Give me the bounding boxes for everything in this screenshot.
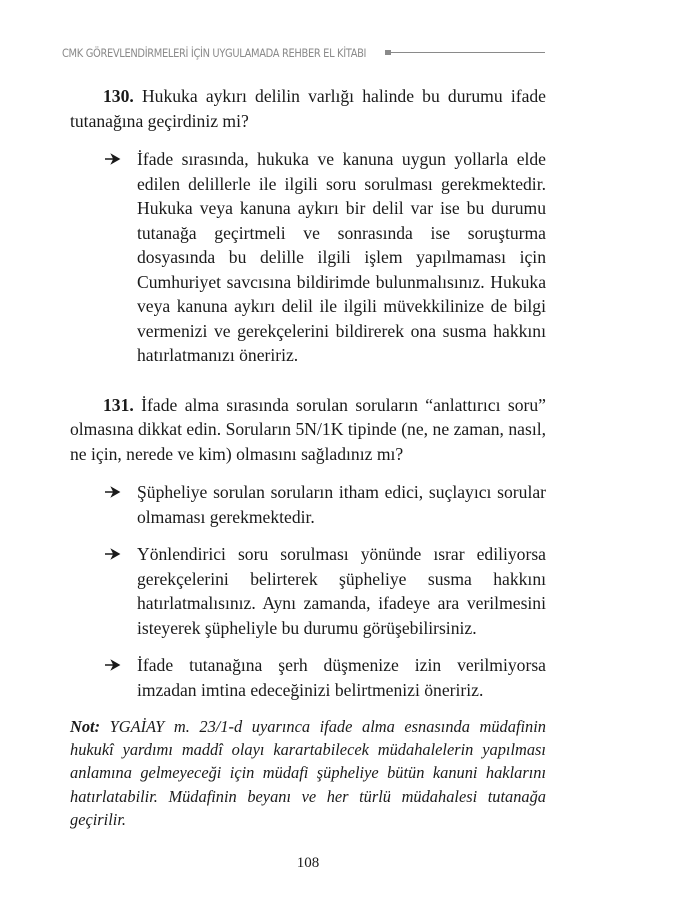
list-item — [70, 147, 546, 368]
arrow-right-icon — [104, 147, 122, 171]
question-131 — [70, 393, 546, 467]
note-text: YGAİAY m. 23/1-d uyarınca ifade alma esnasında müdafinin hukukî yardımı maddî olayı karartabilecek müdahalelerin yapılması anlamına gelmeyeceği için müdafi şüpheliye bütün kanuni haklarını hatırlatabilir. Müdafinin beyanı ve her türlü müdahalesi tutanağa geçirilir. — [70, 717, 546, 829]
page-content — [70, 84, 546, 847]
question-number: 131. — [103, 394, 134, 415]
header-rule — [385, 50, 545, 56]
running-header-title: CMK GÖREVLENDİRMELERİ İÇİN UYGULAMADA REHBER EL KİTABI — [62, 46, 367, 60]
page-number: 108 — [296, 855, 320, 871]
bullet-text: Şüpheliye sorulan soruların itham edici, suçlayıcı sorular olmaması gerekmektedir. — [137, 482, 546, 527]
bullet-text: İfade tutanağına şerh düşmenize izin verilmiyorsa imzadan imtina edeceğinizi belirtmenizi öneririz. — [137, 655, 546, 700]
list-item — [70, 480, 546, 529]
answer-list-130 — [70, 147, 546, 368]
header-line — [391, 52, 545, 53]
answer-list-131 — [70, 480, 546, 702]
arrow-right-icon — [104, 542, 122, 566]
arrow-right-icon — [104, 480, 122, 504]
list-item — [70, 542, 546, 640]
question-text: İfade alma sırasında sorulan soruların “anlattırıcı soru” olmasına dikkat edin. Soruların 5N/1K tipinde (ne, ne zaman, nasıl, ne için, nerede ve kim) olmasını sağladınız mı? — [70, 394, 546, 464]
running-header — [62, 44, 416, 62]
list-item — [70, 653, 546, 702]
note-label: Not: — [70, 717, 101, 736]
question-130 — [70, 84, 546, 133]
question-number: 130. — [103, 86, 134, 106]
question-text: Hukuka aykırı delilin varlığı halinde bu durumu ifade tutanağına geçirdiniz mi? — [70, 86, 546, 131]
arrow-right-icon — [104, 653, 122, 677]
bullet-text: Yönlendirici soru sorulması yönünde ısrar ediliyorsa gerekçelerini belirterek şüpheliye susma hakkını hatırlatmalısınız. Aynı zamanda, ifadeye ara verilmesini isteyerek şüpheliyle bu durumu görüşebilirsiniz. — [137, 544, 546, 638]
note-paragraph — [70, 715, 546, 831]
bullet-text: İfade sırasında, hukuka ve kanuna uygun yollarla elde edilen delillerle ile ilgili soru sorulması gerekmektedir. Hukuka veya kanuna aykırı bir delil var ise bu durumu tutanağa geçirtmeli ve sonrasında ise soruşturma dosyasında bu delille ilgili işlem yapılmaması için Cumhuriyet savcısına bildirimde bulunmalısınız. Hukuka veya kanuna aykırı delil ile ilgili müvekkilinize de bilgi vermenizi ve gerekçelerini bildirerek ona susma hakkını hatırlatmanızı öneririz. — [137, 149, 546, 365]
